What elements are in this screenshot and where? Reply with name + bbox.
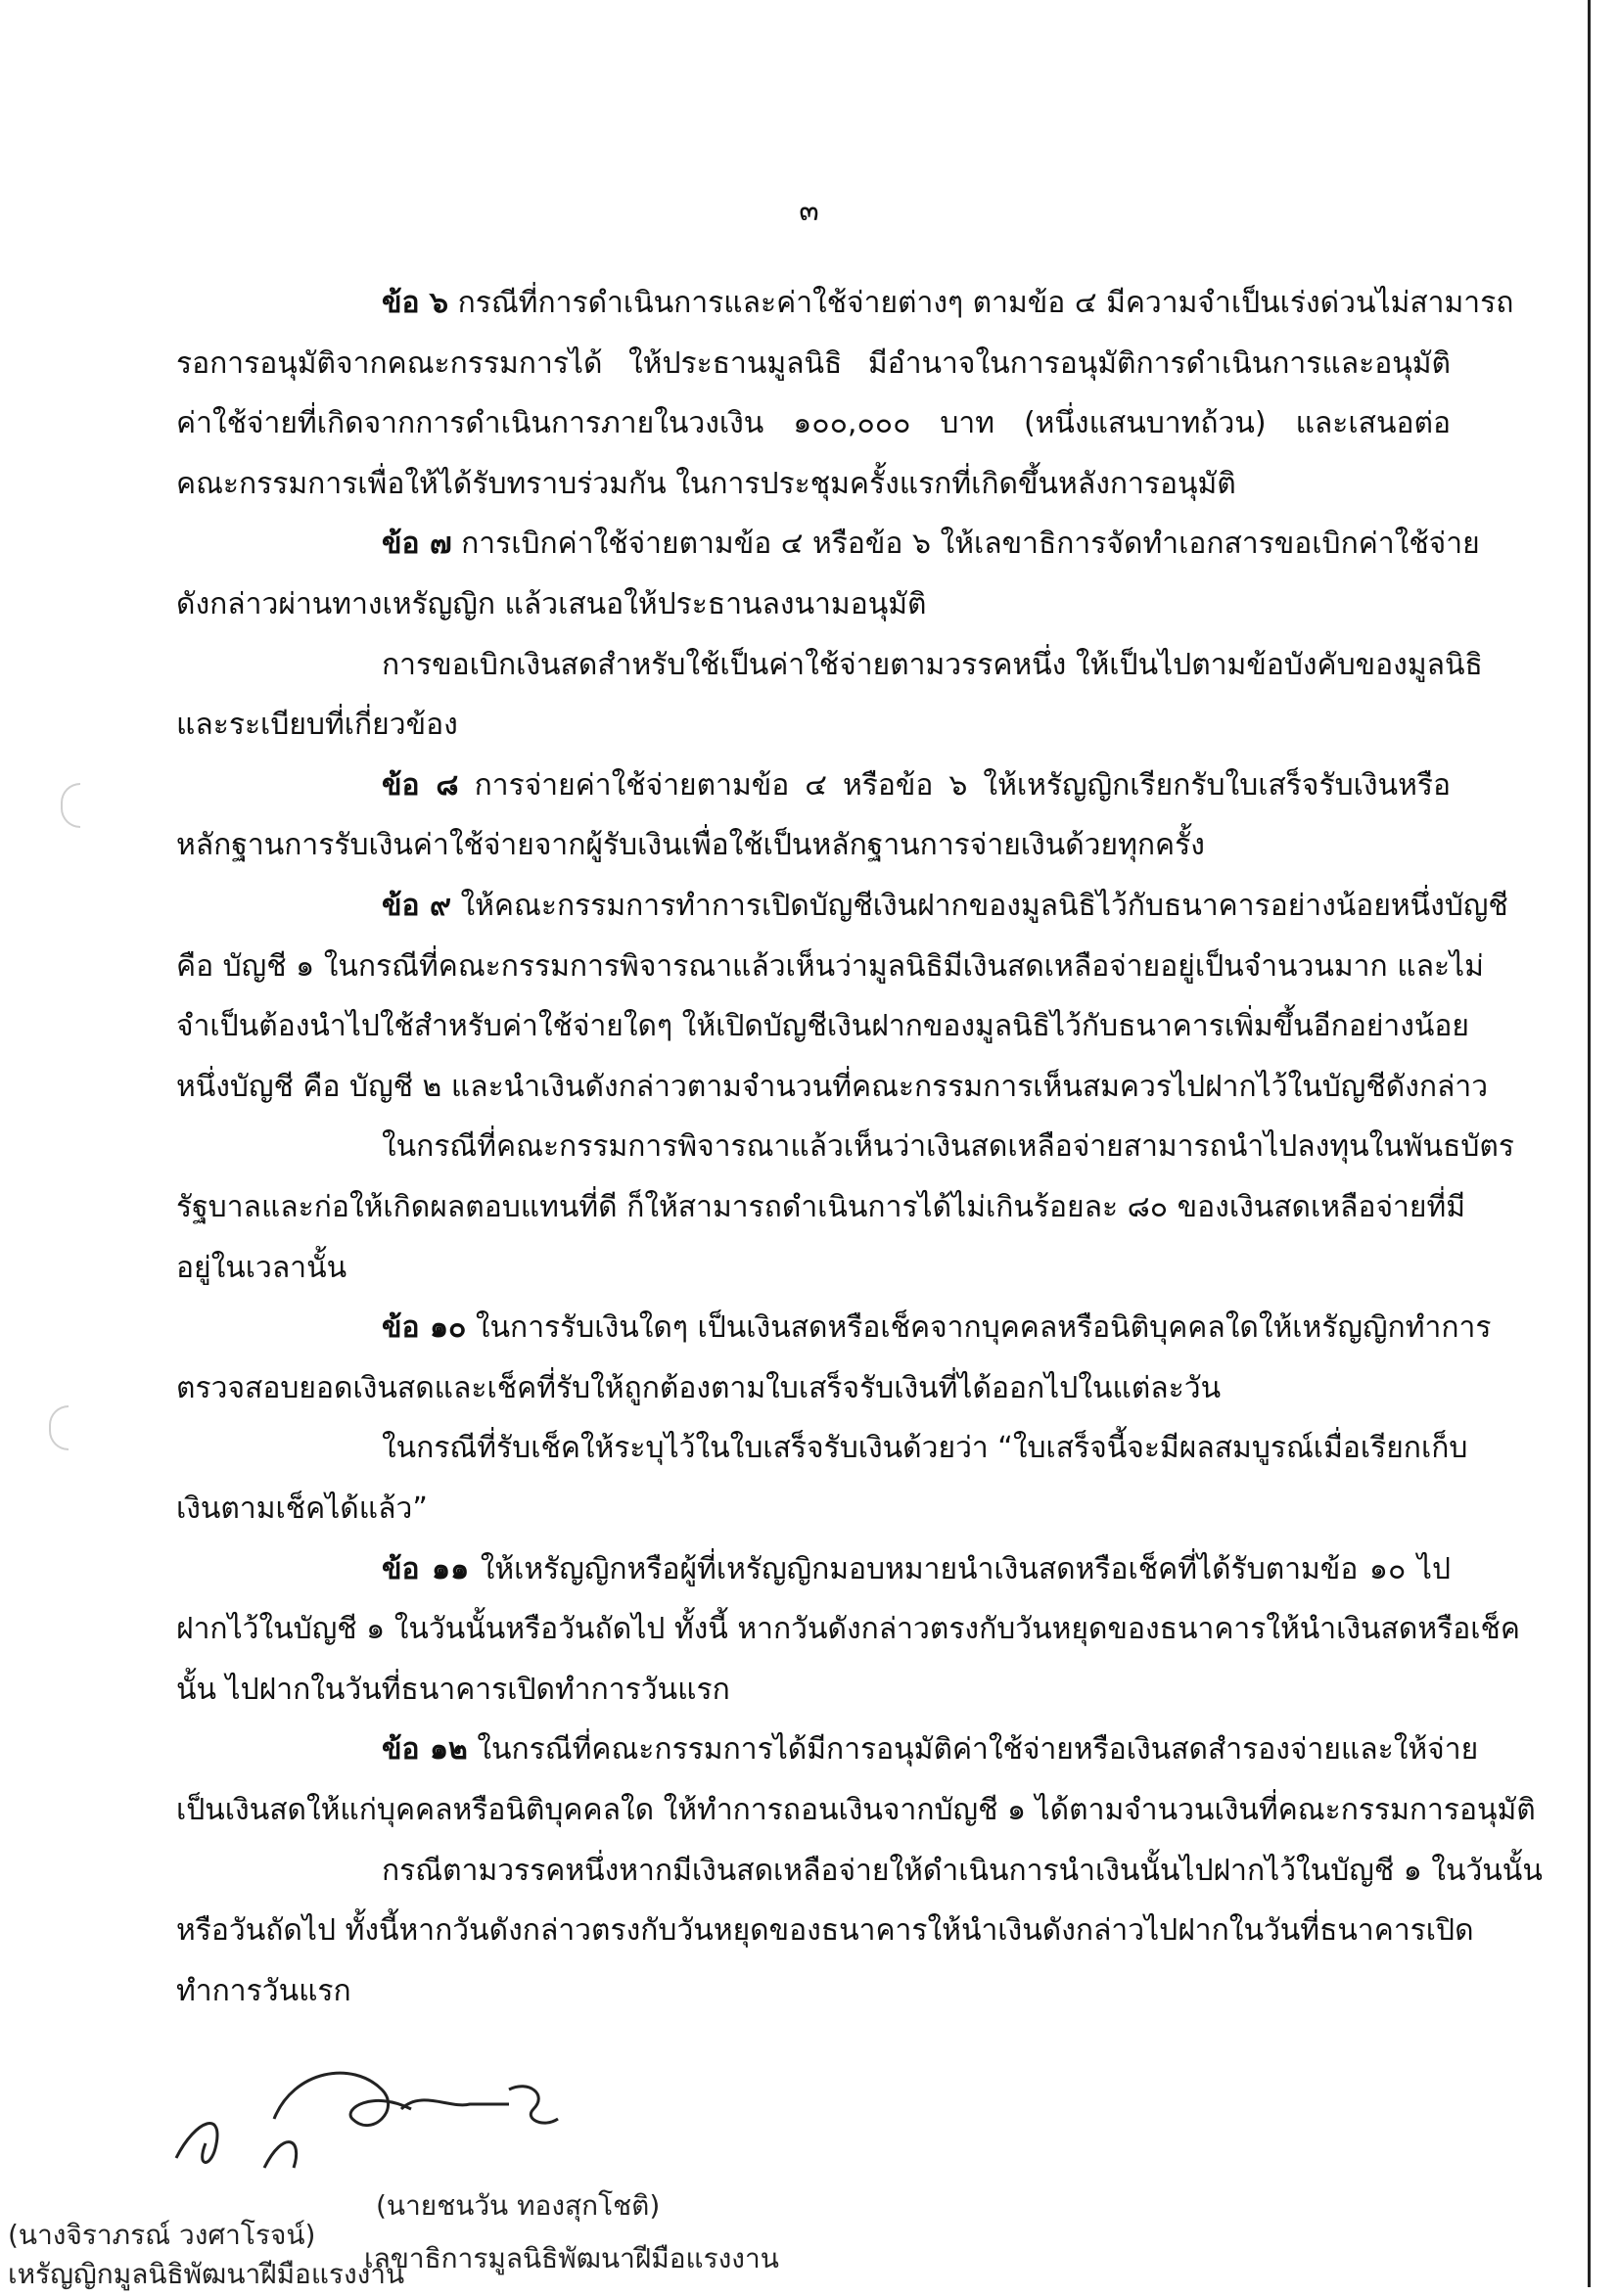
clause-text: ให้เหรัญญิกหรือผู้ที่เหรัญญิกมอบหมายนำเงินสดหรือเช็คที่ได้รับตามข้อ ๑๐ ไป bbox=[480, 1552, 1451, 1586]
text-line: อยู่ในเวลานั้น bbox=[176, 1251, 347, 1285]
clause-text: การขอเบิกเงินสดสำหรับใช้เป็นค่าใช้จ่ายตามวรรคหนึ่ง ให้เป็นไปตามข้อบังคับของมูลนิธิ bbox=[382, 648, 1483, 682]
text-line: หนึ่งบัญชี คือ บัญชี ๒ และนำเงินดังกล่าวตามจำนวนที่คณะกรรมการเห็นสมควรไปฝากไว้ในบัญชีดังกล่าว bbox=[176, 1070, 1489, 1104]
clause-text: กรณีที่การดำเนินการและค่าใช้จ่ายต่างๆ ตามข้อ ๔ มีความจำเป็นเร่งด่วนไม่สามารถ bbox=[457, 286, 1514, 320]
scan-edge-line bbox=[1588, 0, 1591, 2287]
text-line: จำเป็นต้องนำไปใช้สำหรับค่าใช้จ่ายใดๆ ให้เปิดบัญชีเงินฝากของมูลนิธิไว้กับธนาคารเพิ่มขึ้นอีกอย่างน้อย bbox=[176, 1009, 1470, 1043]
clause-text: ให้คณะกรรมการทำการเปิดบัญชีเงินฝากของมูลนิธิไว้กับธนาคารอย่างน้อยหนึ่งบัญชี bbox=[460, 889, 1508, 923]
clause-number: ข้อ ๖ bbox=[382, 286, 449, 320]
text-line: นั้น ไปฝากในวันที่ธนาคารเปิดทำการวันแรก bbox=[176, 1673, 730, 1707]
punch-hole-mark bbox=[61, 783, 80, 828]
text-line bbox=[382, 646, 1483, 685]
text-line bbox=[382, 1127, 1515, 1167]
clause-text: ในกรณีที่คณะกรรมการพิจารณาแล้วเห็นว่าเงินสดเหลือจ่ายสามารถนำไปลงทุนในพันธบัตร bbox=[382, 1129, 1515, 1164]
clause-text: กรณีตามวรรคหนึ่งหากมีเงินสดเหลือจ่ายให้ดำเนินการนำเงินนั้นไปฝากไว้ในบัญชี ๑ ในวันนั้น bbox=[382, 1854, 1543, 1888]
text-line bbox=[382, 1550, 1451, 1589]
text-line: หลักฐานการรับเงินค่าใช้จ่ายจากผู้รับเงินเพื่อใช้เป็นหลักฐานการจ่ายเงินด้วยทุกครั้ง bbox=[176, 828, 1205, 862]
text-line bbox=[382, 525, 1480, 564]
text-line: ดังกล่าวผ่านทางเหรัญญิก แล้วเสนอให้ประธานลงนามอนุมัติ bbox=[176, 587, 927, 621]
text-line: เป็นเงินสดให้แก่บุคคลหรือนิติบุคคลใด ให้ทำการถอนเงินจากบัญชี ๑ ได้ตามจำนวนเงินที่คณะกรรมการอนุมัติ bbox=[176, 1793, 1536, 1827]
text-line bbox=[382, 1309, 1492, 1348]
text-line bbox=[382, 284, 1514, 323]
text-line bbox=[382, 1730, 1479, 1769]
clause-text: การเบิกค่าใช้จ่ายตามข้อ ๔ หรือข้อ ๖ ให้เลขาธิการจัดทำเอกสารขอเบิกค่าใช้จ่าย bbox=[461, 527, 1480, 561]
text-line: รอการอนุมัติจากคณะกรรมการได้ ให้ประธานมูลนิธิ มีอำนาจในการอนุมัติการดำเนินการและอนุมัติ bbox=[176, 346, 1451, 381]
signature-scribbles bbox=[157, 2050, 587, 2187]
clause-text: ในการรับเงินใดๆ เป็นเงินสดหรือเช็คจากบุคคลหรือนิติบุคคลใดให้เหรัญญิกทำการ bbox=[475, 1310, 1492, 1345]
secretary-name: (นายชนวัน ทองสุกโชติ) bbox=[376, 2189, 661, 2222]
text-line: ค่าใช้จ่ายที่เกิดจากการดำเนินการภายในวงเงิน ๑๐๐,๐๐๐ บาท (หนึ่งแสนบาทถ้วน) และเสนอต่อ bbox=[176, 406, 1451, 440]
text-line: และระเบียบที่เกี่ยวข้อง bbox=[176, 708, 458, 742]
clause-number: ข้อ ๑๐ bbox=[382, 1310, 467, 1345]
text-line bbox=[382, 766, 1451, 805]
text-line: ทำการวันแรก bbox=[176, 1974, 351, 2008]
clause-text: การจ่ายค่าใช้จ่ายตามข้อ ๔ หรือข้อ ๖ ให้เหรัญญิกเรียกรับใบเสร็จรับเงินหรือ bbox=[474, 768, 1451, 803]
text-line: ฝากไว้ในบัญชี ๑ ในวันนั้นหรือวันถัดไป ทั้งนี้ หากวันดังกล่าวตรงกับวันหยุดของธนาคารให้นำเงินสดหรือเช็ค bbox=[176, 1612, 1520, 1646]
text-line: ตรวจสอบยอดเงินสดและเช็คที่รับให้ถูกต้องตามใบเสร็จรับเงินที่ได้ออกไปในแต่ละวัน bbox=[176, 1371, 1222, 1405]
text-line bbox=[382, 887, 1508, 926]
clause-text: ในกรณีที่คณะกรรมการได้มีการอนุมัติค่าใช้จ่ายหรือเงินสดสำรองจ่ายและให้จ่าย bbox=[477, 1732, 1479, 1767]
text-line: คือ บัญชี ๑ ในกรณีที่คณะกรรมการพิจารณาแล้วเห็นว่ามูลนิธิมีเงินสดเหลือจ่ายอยู่เป็นจำนวนมาก และไม่ bbox=[176, 949, 1484, 984]
text-line: เงินตามเช็คได้แล้ว” bbox=[176, 1492, 428, 1526]
text-line: หรือวันถัดไป ทั้งนี้หากวันดังกล่าวตรงกับวันหยุดของธนาคารให้นำเงินดังกล่าวไปฝากในวันที่ธนาคารเปิด bbox=[176, 1913, 1474, 1948]
secretary-title: เลขาธิการมูลนิธิพัฒนาฝีมือแรงงาน bbox=[364, 2242, 779, 2274]
clause-text: ในกรณีที่รับเช็คให้ระบุไว้ในใบเสร็จรับเงินด้วยว่า “ใบเสร็จนี้จะมีผลสมบูรณ์เมื่อเรียกเก็บ bbox=[382, 1431, 1468, 1465]
text-line: คณะกรรมการเพื่อให้ได้รับทราบร่วมกัน ในการประชุมครั้งแรกที่เกิดขึ้นหลังการอนุมัติ bbox=[176, 467, 1236, 501]
page-number: ๓ bbox=[799, 194, 819, 228]
clause-number: ข้อ ๑๒ bbox=[382, 1732, 468, 1767]
text-line bbox=[382, 1852, 1543, 1891]
punch-hole-mark bbox=[49, 1405, 69, 1450]
text-line: รัฐบาลและก่อให้เกิดผลตอบแทนที่ดี ก็ให้สามารถดำเนินการได้ไม่เกินร้อยละ ๘๐ ของเงินสดเหลือจ่ายที่มี bbox=[176, 1190, 1466, 1224]
clause-number: ข้อ ๑๑ bbox=[382, 1552, 470, 1586]
text-line bbox=[382, 1429, 1468, 1468]
treasurer-name: (นางจิราภรณ์ วงศาโรจน์) bbox=[8, 2219, 316, 2251]
treasurer-title: เหรัญญิกมูลนิธิพัฒนาฝีมือแรงงาน bbox=[8, 2258, 405, 2290]
clause-number: ข้อ ๘ bbox=[382, 768, 459, 803]
clause-number: ข้อ ๗ bbox=[382, 527, 452, 561]
clause-number: ข้อ ๙ bbox=[382, 889, 451, 923]
